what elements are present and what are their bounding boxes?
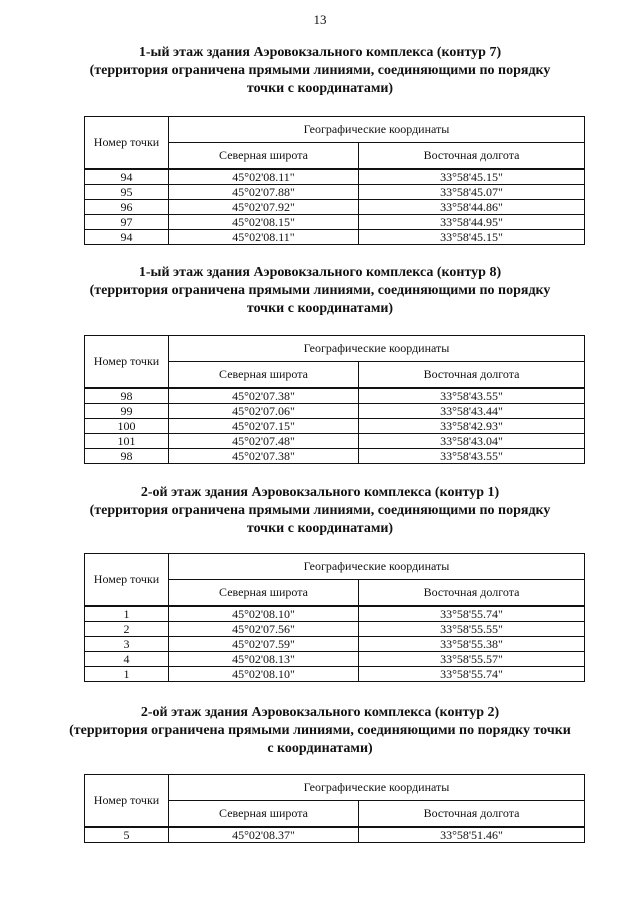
header-east-longitude: Восточная долгота — [359, 580, 585, 607]
coordinates-table — [84, 774, 585, 843]
table-row — [85, 667, 585, 682]
cell-point-number: 99 — [85, 404, 169, 419]
header-north-latitude: Северная широта — [169, 143, 359, 170]
header-point-number: Номер точки — [85, 775, 169, 828]
table-row — [85, 169, 585, 185]
cell-longitude: 33°58'55.38" — [359, 637, 585, 652]
cell-point-number: 94 — [85, 230, 169, 245]
cell-point-number: 98 — [85, 388, 169, 404]
section-subtitle: (территория ограничена прямыми линиями, соединяющими по порядку — [89, 283, 551, 298]
cell-longitude: 33°58'51.46" — [359, 827, 585, 843]
cell-point-number: 101 — [85, 434, 169, 449]
cell-latitude: 45°02'08.10" — [169, 667, 359, 682]
table-row — [85, 215, 585, 230]
cell-longitude: 33°58'43.04" — [359, 434, 585, 449]
table-row — [85, 404, 585, 419]
section-floor2-contour-1 — [0, 484, 640, 538]
cell-latitude: 45°02'08.11" — [169, 230, 359, 245]
cell-point-number: 100 — [85, 419, 169, 434]
cell-longitude: 33°58'55.55" — [359, 622, 585, 637]
header-geo-coordinates: Географические координаты — [169, 117, 585, 143]
header-point-number: Номер точки — [85, 117, 169, 170]
table-row — [85, 230, 585, 245]
cell-point-number: 94 — [85, 169, 169, 185]
section-subtitle: (территория ограничена прямыми линиями, соединяющими по порядку — [89, 63, 551, 78]
header-east-longitude: Восточная долгота — [359, 362, 585, 389]
page-number: 13 — [313, 12, 327, 27]
cell-longitude: 33°58'45.15" — [359, 230, 585, 245]
cell-point-number: 1 — [85, 667, 169, 682]
cell-longitude: 33°58'42.93" — [359, 419, 585, 434]
section-subtitle: (территория ограничена прямыми линиями, соединяющими по порядку точки — [69, 723, 571, 738]
cell-latitude: 45°02'07.15" — [169, 419, 359, 434]
header-east-longitude: Восточная долгота — [359, 801, 585, 828]
cell-point-number: 3 — [85, 637, 169, 652]
cell-longitude: 33°58'43.55" — [359, 449, 585, 464]
header-north-latitude: Северная широта — [169, 801, 359, 828]
cell-point-number: 96 — [85, 200, 169, 215]
cell-latitude: 45°02'08.15" — [169, 215, 359, 230]
table-row — [85, 652, 585, 667]
cell-longitude: 33°58'55.74" — [359, 606, 585, 622]
cell-latitude: 45°02'08.13" — [169, 652, 359, 667]
cell-point-number: 2 — [85, 622, 169, 637]
header-geo-coordinates: Географические координаты — [169, 336, 585, 362]
cell-latitude: 45°02'08.37" — [169, 827, 359, 843]
cell-longitude: 33°58'45.15" — [359, 169, 585, 185]
cell-longitude: 33°58'45.07" — [359, 185, 585, 200]
header-point-number: Номер точки — [85, 554, 169, 607]
header-east-longitude: Восточная долгота — [359, 143, 585, 170]
table-row — [85, 388, 585, 404]
section-floor2-contour-2 — [0, 704, 640, 758]
cell-point-number: 4 — [85, 652, 169, 667]
cell-latitude: 45°02'07.38" — [169, 449, 359, 464]
cell-point-number: 95 — [85, 185, 169, 200]
cell-latitude: 45°02'07.88" — [169, 185, 359, 200]
section-subtitle: (территория ограничена прямыми линиями, соединяющими по порядку — [89, 503, 551, 518]
table-row — [85, 622, 585, 637]
section-subtitle: точки с координатами) — [246, 521, 394, 536]
section-subtitle: точки с координатами) — [246, 81, 394, 96]
table-row — [85, 449, 585, 464]
coordinates-table — [84, 116, 585, 245]
cell-latitude: 45°02'07.38" — [169, 388, 359, 404]
cell-longitude: 33°58'55.57" — [359, 652, 585, 667]
cell-point-number: 97 — [85, 215, 169, 230]
cell-longitude: 33°58'55.74" — [359, 667, 585, 682]
table-row — [85, 185, 585, 200]
section-contour-7 — [0, 44, 640, 98]
coordinates-table — [84, 335, 585, 464]
header-geo-coordinates: Географические координаты — [169, 554, 585, 580]
section-subtitle: точки с координатами) — [246, 301, 394, 316]
coordinates-table — [84, 553, 585, 682]
header-geo-coordinates: Географические координаты — [169, 775, 585, 801]
section-title: 1-ый этаж здания Аэровокзального комплекса (контур 8) — [138, 265, 502, 280]
table-row — [85, 606, 585, 622]
table-row — [85, 434, 585, 449]
cell-latitude: 45°02'08.10" — [169, 606, 359, 622]
cell-latitude: 45°02'07.48" — [169, 434, 359, 449]
header-north-latitude: Северная широта — [169, 362, 359, 389]
cell-longitude: 33°58'44.95" — [359, 215, 585, 230]
cell-longitude: 33°58'43.44" — [359, 404, 585, 419]
header-point-number: Номер точки — [85, 336, 169, 389]
cell-latitude: 45°02'08.11" — [169, 169, 359, 185]
section-title: 2-ой этаж здания Аэровокзального комплекса (контур 1) — [140, 485, 500, 500]
table-row — [85, 827, 585, 843]
cell-latitude: 45°02'07.06" — [169, 404, 359, 419]
cell-point-number: 1 — [85, 606, 169, 622]
table-row — [85, 637, 585, 652]
table-row — [85, 419, 585, 434]
cell-latitude: 45°02'07.56" — [169, 622, 359, 637]
section-title: 2-ой этаж здания Аэровокзального комплекса (контур 2) — [140, 705, 500, 720]
cell-longitude: 33°58'44.86" — [359, 200, 585, 215]
cell-latitude: 45°02'07.92" — [169, 200, 359, 215]
header-north-latitude: Северная широта — [169, 580, 359, 607]
table-row — [85, 200, 585, 215]
cell-longitude: 33°58'43.55" — [359, 388, 585, 404]
section-contour-8 — [0, 264, 640, 318]
cell-point-number: 98 — [85, 449, 169, 464]
cell-point-number: 5 — [85, 827, 169, 843]
cell-latitude: 45°02'07.59" — [169, 637, 359, 652]
section-title: 1-ый этаж здания Аэровокзального комплекса (контур 7) — [138, 45, 502, 60]
section-subtitle: с координатами) — [267, 741, 373, 756]
